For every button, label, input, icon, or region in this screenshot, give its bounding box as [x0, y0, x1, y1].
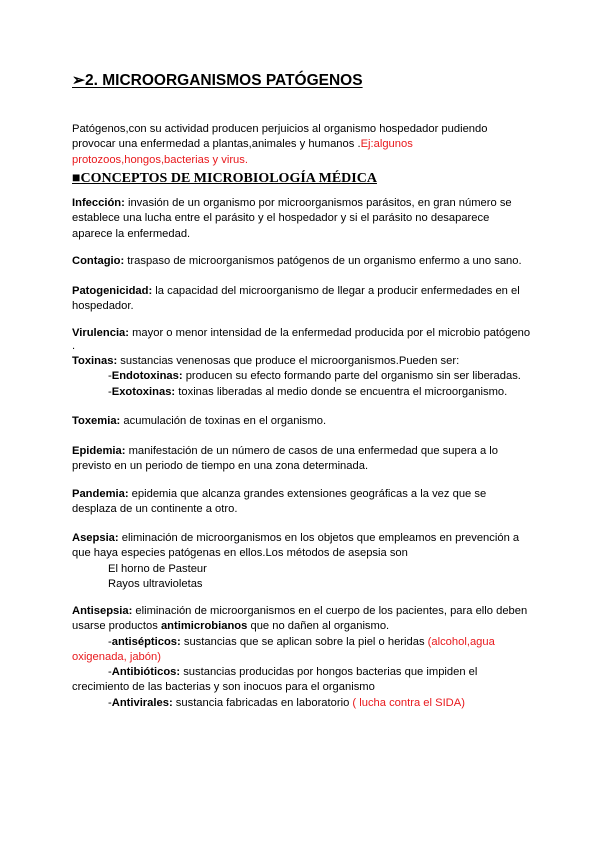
definition-text: la capacidad del microorganismo de llegar a producir enfermedades en el — [152, 285, 520, 297]
definition-text: sustancias que se aplican sobre la piel o heridas — [180, 635, 428, 648]
definition-text: mayor o menor intensidad de la enfermedad producida por el microbio patógeno — [129, 327, 531, 339]
dash: - — [108, 385, 112, 398]
definition-text: epidemia que alcanza grandes extensiones geográficas a la vez que se — [128, 488, 487, 500]
intro-example: protozoos,hongos,bacterias y virus. — [72, 153, 248, 166]
definition-text: producen su efecto formando parte del organismo sin ser liberadas. — [182, 370, 521, 383]
definition-text: sustancias producidas por hongos bacterias que impiden el — [180, 666, 478, 679]
term: Antibióticos: — [111, 666, 181, 679]
definition-text: traspaso de microorganismos patógenos de un organismo enfermo a uno sano. — [124, 255, 522, 267]
intro-paragraph — [72, 122, 487, 168]
term: Toxemia: — [72, 415, 121, 427]
definition-text: eliminación de microorganismos en los objetos que empleamos en prevención a — [118, 532, 520, 544]
term: Asepsia: — [72, 532, 119, 544]
term: Patogenicidad: — [72, 285, 153, 297]
section-heading: ➢2. MICROORGANISMOS PATÓGENOS — [72, 72, 363, 89]
definition-text: que no dañen al organismo. — [247, 620, 390, 633]
definition-text: usarse productos — [72, 620, 161, 633]
dash: - — [108, 666, 112, 679]
def-asepsia — [72, 531, 519, 592]
def-virulencia — [72, 326, 530, 352]
term: antimicrobianos — [160, 620, 248, 633]
definition-text: acumulación de toxinas en el organismo. — [120, 415, 327, 427]
term: Pandemia: — [72, 488, 129, 500]
dash: - — [108, 370, 112, 383]
definition-text: que haya especies patógenas en ellos.Los métodos de asepsia son — [72, 547, 408, 560]
term: Antivirales: — [111, 696, 173, 709]
definition-text: establece una lucha entre el parásito y el hospedador y si el parásito no desaparece — [72, 212, 490, 225]
intro-line: provocar una enfermedad a plantas,animales y humanos . — [72, 138, 361, 151]
example-text: oxigenada, jabón) — [72, 650, 161, 663]
def-infeccion — [72, 196, 512, 242]
def-pandemia — [72, 487, 486, 518]
subheading: ■CONCEPTOS DE MICROBIOLOGÍA MÉDICA — [72, 171, 377, 186]
term: Antisepsia: — [72, 605, 133, 617]
definition-text: toxinas liberadas al medio donde se encuentra el microorganismo. — [175, 385, 508, 398]
intro-line: Patógenos,con su actividad producen perjuicios al organismo hospedador pudiendo — [72, 123, 488, 135]
example-text: (alcohol,agua — [427, 635, 495, 648]
example-text: ( lucha contra el SIDA) — [352, 696, 465, 709]
definition-text: sustancia fabricadas en laboratorio — [172, 696, 353, 709]
definition-text: sustancias venenosas que produce el microorganismos.Pueden ser: — [117, 355, 460, 367]
term: Endotoxinas: — [111, 370, 183, 383]
term: Virulencia: — [72, 327, 129, 339]
def-antisepsia — [72, 604, 527, 711]
definition-text: eliminación de microorganismos en el cuerpo de los pacientes, para ello deben — [132, 605, 528, 617]
term: Contagio: — [72, 255, 125, 267]
def-toxemia — [72, 414, 326, 429]
term: Infección: — [72, 197, 125, 209]
definition-text: manifestación de un número de casos de una enfermedad que supera a lo — [125, 445, 499, 457]
term: antisépticos: — [111, 635, 181, 648]
definition-text: . — [72, 340, 76, 353]
method-item: Rayos ultravioletas — [108, 577, 203, 590]
definition-text: invasión de un organismo por microorganismos parásitos, en gran número se — [124, 197, 512, 209]
def-epidemia — [72, 444, 498, 475]
definition-text: aparece la enfermedad. — [72, 227, 191, 240]
def-contagio — [72, 254, 522, 269]
definition-text: desplaza de un continente a otro. — [72, 503, 238, 516]
term: Toxinas: — [72, 355, 118, 367]
def-toxinas — [72, 354, 521, 400]
dash: - — [108, 635, 112, 648]
dash: - — [108, 696, 112, 709]
method-item: El horno de Pasteur — [108, 562, 207, 575]
term: Epidemia: — [72, 445, 126, 457]
term: Exotoxinas: — [111, 385, 176, 398]
definition-text: previsto en un periodo de tiempo en una zona determinada. — [72, 460, 369, 473]
intro-example: Ej:algunos — [360, 138, 413, 151]
definition-text: hospedador. — [72, 300, 134, 313]
definition-text: crecimiento de las bacterias y son inocuos para el organismo — [72, 681, 375, 694]
def-patogenicidad — [72, 284, 520, 315]
